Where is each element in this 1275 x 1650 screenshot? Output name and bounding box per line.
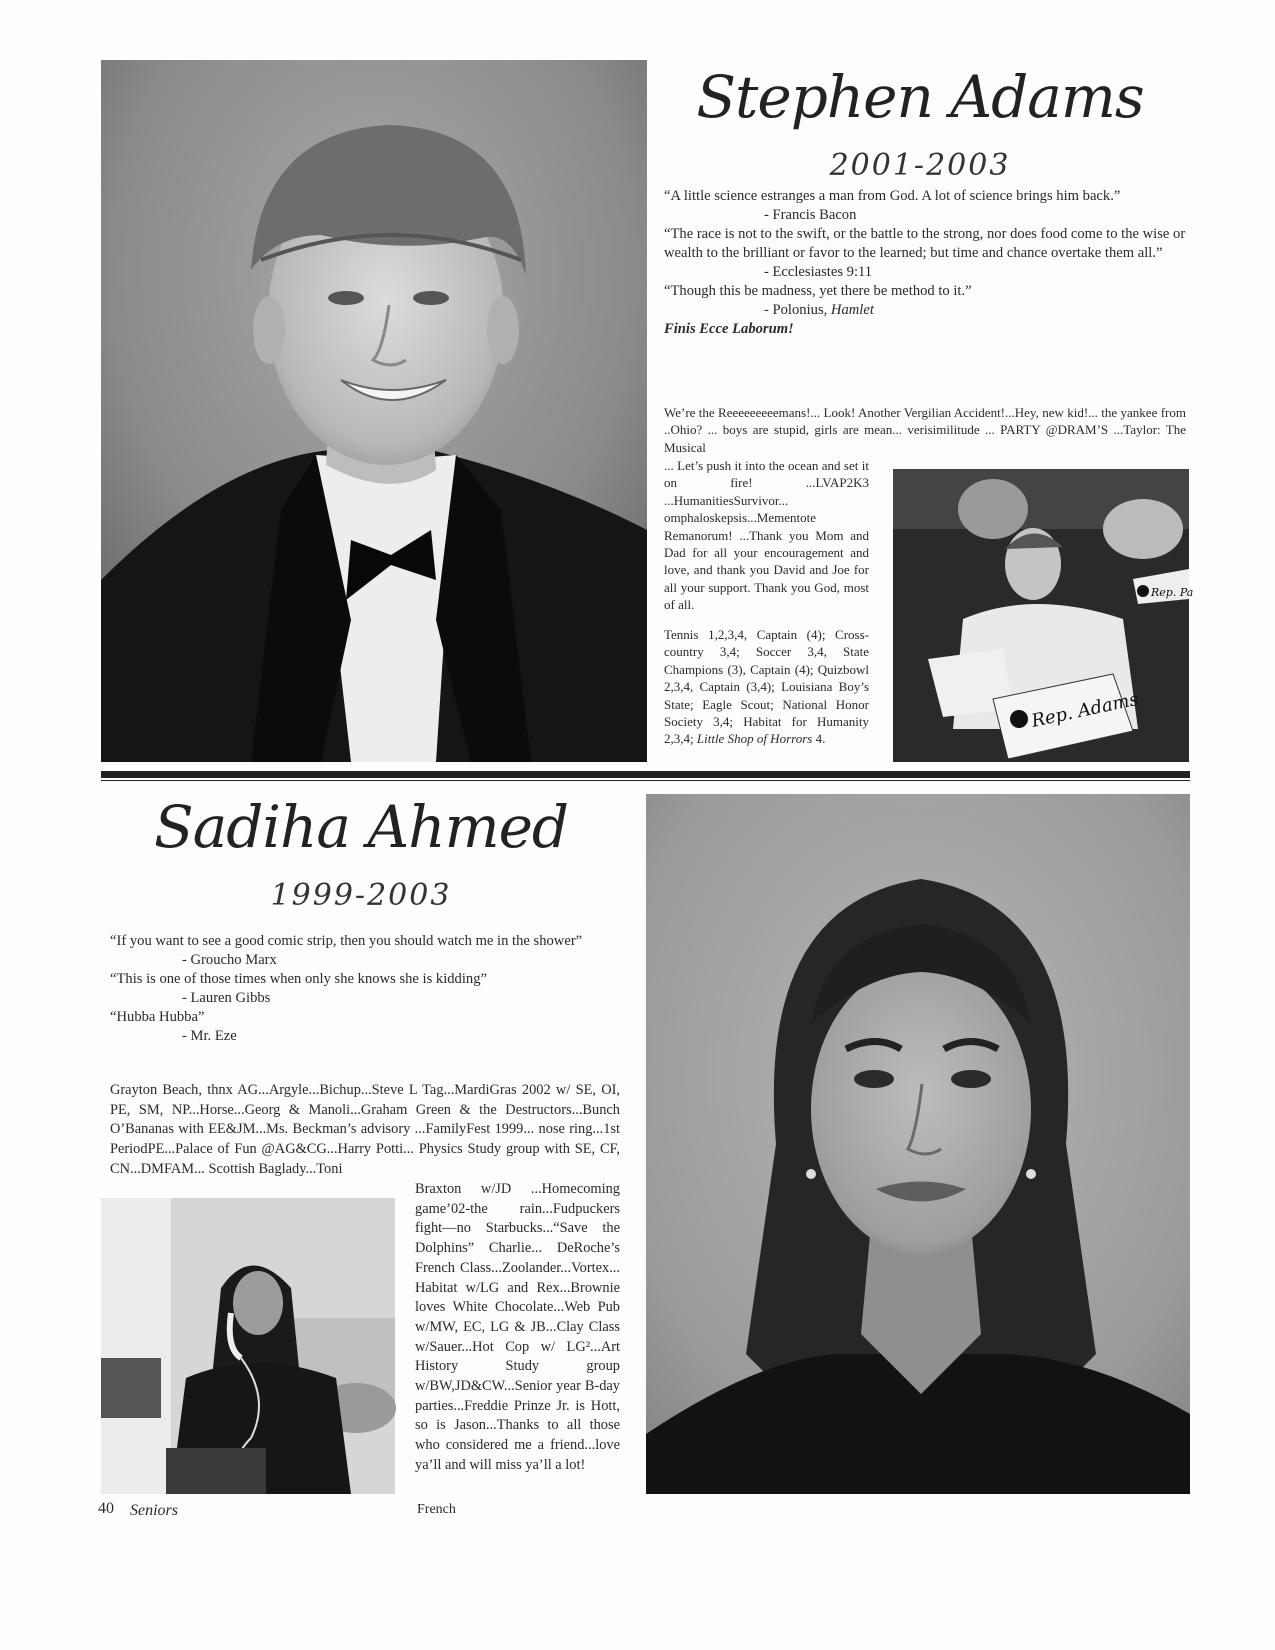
quote-text: “Hubba Hubba” bbox=[110, 1009, 205, 1025]
quote-text: “If you want to see a good comic strip, then you should watch me in the shower” bbox=[110, 933, 583, 949]
portrait-sadiha-ahmed bbox=[646, 794, 1190, 1494]
motto: Finis Ecce Laborum! bbox=[664, 321, 794, 337]
section-divider bbox=[101, 771, 1190, 778]
candid-photo-sadiha-ahmed bbox=[101, 1198, 395, 1494]
quote-text: “Though this be madness, yet there be method to it.” bbox=[664, 283, 972, 299]
name-sadiha-ahmed: Sadiha Ahmed bbox=[153, 793, 569, 861]
activities-text: Tennis 1,2,3,4, Captain (4); Cross-country 3,4; Soccer 3,4, State Champions (3), Captain (4); Quizbowl 2,3,4, Captain (3,4); Louisiana Boy’s State; Eagle Scout; National Honor Society 3,4; Habitat for Humanity 2,3,4; bbox=[664, 627, 869, 747]
memories-sadiha-ahmed: Grayton Beach, thnx AG...Argyle...Bichup...Steve L Tag...MardiGras 2002 w/ SE, OI, PE, SM, NP...Horse...Georg & Manoli...Graham Green & the Destructors...Bunch O’Bananas with EE&JM...Ms. Beckman’s advisory ...FamilyFest 1999... nose ring...1st PeriodPE...Palace of Fun @AG&CG...Harry Potti... Physics Study group with SE, CF, CN...DMFAM... Scottish Baglady...Toni bbox=[110, 1082, 620, 1177]
candid-photo-stephen-adams bbox=[893, 469, 1194, 762]
sign-text-2: Rep. Pa bbox=[1151, 586, 1194, 599]
quote-text: “This is one of those times when only she knows she is kidding” bbox=[110, 971, 487, 987]
attr-name: - Polonius, bbox=[764, 302, 831, 318]
years-stephen-adams: 2001-2003 bbox=[829, 148, 1011, 183]
quote-attribution: - Mr. Eze bbox=[182, 1028, 237, 1044]
quote-attribution: - Lauren Gibbs bbox=[182, 990, 271, 1006]
quotes-stephen-adams bbox=[664, 187, 1189, 339]
sign-text: Rep. Adams bbox=[1029, 688, 1141, 732]
quote-text: “The race is not to the swift, or the battle to the strong, nor does food come to the wise or wealth to the brilliant or favor to the learned; but time and chance overtake them all.” bbox=[664, 226, 1186, 261]
activities-stephen-adams bbox=[664, 626, 869, 748]
quotes-sadiha-ahmed bbox=[110, 932, 620, 1046]
quote-attribution: - Francis Bacon bbox=[764, 207, 857, 223]
section-label: Seniors bbox=[130, 1502, 178, 1519]
activities-italic: Little Shop of Horrors bbox=[696, 731, 813, 747]
memories-stephen-adams: We’re the Reeeeeeeeemans!... Look! Another Vergilian Accident!...Hey, new kid!... the yankee from ..Ohio? ... boys are stupid, girls are mean... verisimilitude ... PARTY @DRAM’S ...Taylor: The Musical bbox=[664, 405, 1186, 455]
photo-credit: French bbox=[417, 1502, 456, 1517]
quote-attribution: - Groucho Marx bbox=[182, 952, 277, 968]
memories-side-stephen-adams: ... Let’s push it into the ocean and set it on fire! ...LVAP2K3 ...HumanitiesSurvivor... omphaloskepsis...Mementote Remanorum! ...Thank you Mom and Dad for all your encouragement and love, and thank you David and Joe for all your support. Thank you God, most of all. bbox=[664, 458, 869, 613]
name-stephen-adams: Stephen Adams bbox=[696, 63, 1144, 131]
attr-work: Hamlet bbox=[830, 302, 874, 318]
memories-side-sadiha-ahmed: Braxton w/JD ...Homecoming game’02-the rain...Fudpuckers fight—no Starbucks...“Save the Dolphins” Charlie... DeRoche’s French Class...Zoolander...Vortex... Habitat w/LG and Rex...Brownie loves White Chocolate...Web Pub w/MW, EC, LG & JB...Clay Class w/Sauer...Hot Cop w/ LG²...Art History Study group w/BW,JD&CW...Senior year B-day parties...Freddie Prinze Jr. is Hott, so is Jason...Thanks to all those who considered me a friend...love ya’ll and will miss ya’ll a lot! bbox=[415, 1181, 620, 1473]
quote-text: “A little science estranges a man from God. A lot of science brings him back.” bbox=[664, 188, 1121, 204]
activities-end: 4. bbox=[812, 731, 826, 747]
portrait-stephen-adams bbox=[101, 60, 647, 762]
quote-attribution: - Ecclesiastes 9:11 bbox=[764, 264, 873, 280]
section-divider-thin bbox=[101, 780, 1190, 781]
page-number: 40 bbox=[98, 1500, 114, 1517]
years-sadiha-ahmed: 1999-2003 bbox=[270, 878, 452, 913]
quote-attribution bbox=[664, 301, 1189, 320]
